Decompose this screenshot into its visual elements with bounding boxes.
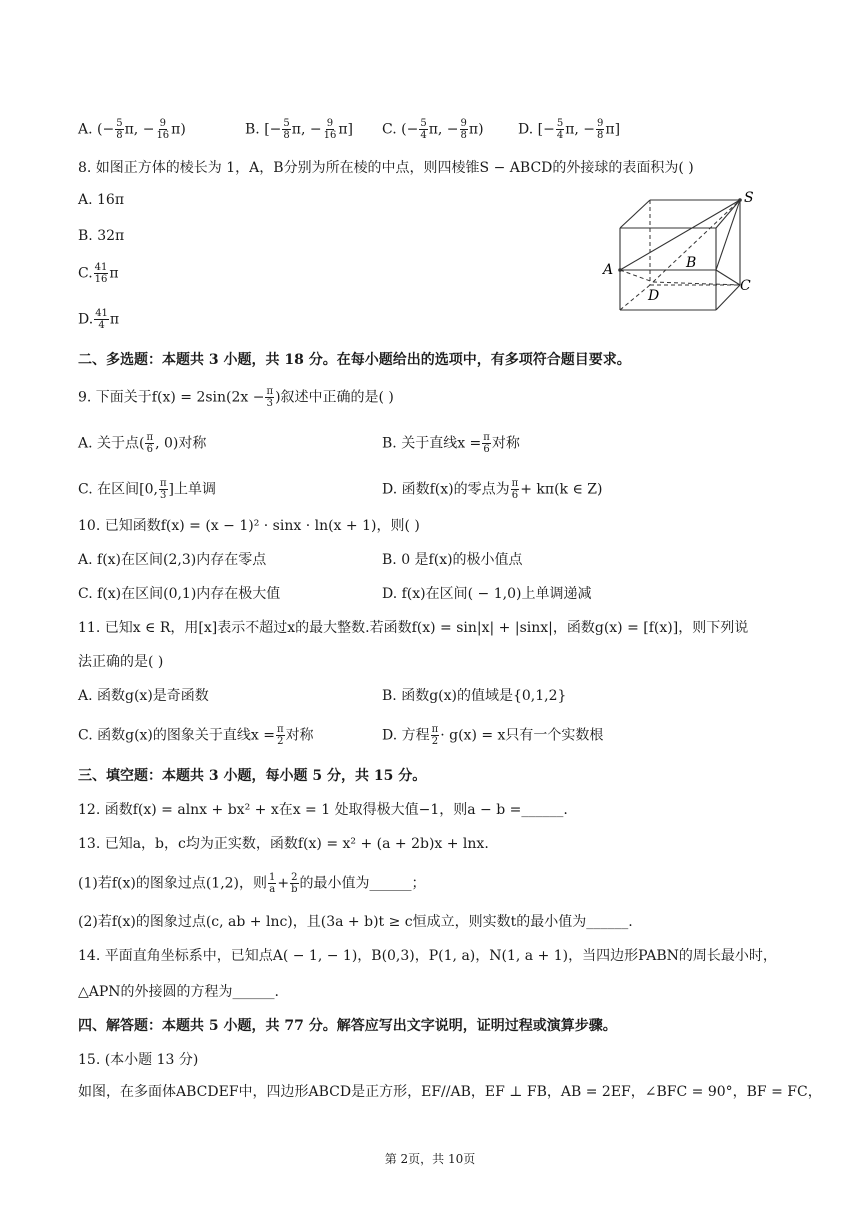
q9-option-d: D. 函数f(x)的零点为 $\frac{\pi}{6}$ + kπ(k ∈ Z) bbox=[382, 478, 603, 501]
q11-option-d: D. 方程 $\frac{\pi}{2}$ · g(x) = x只有一个实数根 bbox=[382, 724, 604, 747]
section-3-heading: 三、填空题：本题共 3 小题，每小题 5 分，共 15 分。 bbox=[78, 768, 427, 784]
q9-option-a: A. 关于点( $\frac{\pi}{6}$ , 0)对称 bbox=[78, 432, 207, 455]
label-a: A bbox=[603, 262, 614, 278]
q11-stem-line2: 法正确的是( ) bbox=[78, 654, 164, 670]
q13-stem: 13. 已知a，b，c均为正实数，函数f(x) = x² + (a + 2b)x + lnx. bbox=[78, 836, 489, 852]
q9-option-b: B. 关于直线x = $\frac{\pi}{6}$ 对称 bbox=[382, 432, 520, 455]
q8-option-b: B. 32π bbox=[78, 228, 125, 244]
q8-stem: 8. 如图正方体的棱长为 1，A，B分别为所在棱的中点，则四棱锥S − ABCD的外接球的表面积为( ) bbox=[78, 160, 694, 176]
section-4-heading: 四、解答题：本题共 5 小题，共 77 分。解答应写出文字说明，证明过程或演算步骤。 bbox=[78, 1018, 617, 1034]
label-b: B bbox=[686, 255, 697, 271]
q15-heading: 15. (本小题 13 分) bbox=[78, 1052, 199, 1068]
q7-option-d: D. [− $\frac{5}{4}$ π, − $\frac{9}{8}$ π] bbox=[518, 118, 621, 141]
q11-option-c: C. 函数g(x)的图象关于直线x = $\frac{\pi}{2}$ 对称 bbox=[78, 724, 314, 747]
q14-line1: 14. 平面直角坐标系中，已知点A( − 1, − 1)，B(0,3)，P(1, a)，N(1, a + 1)，当四边形PABN的周长最小时， bbox=[78, 948, 777, 964]
q8-option-c: C. $\frac{41}{16}$ π bbox=[78, 262, 119, 285]
q10-stem: 10. 已知函数f(x) = (x − 1)² · sinx · ln(x + 1)，则( ) bbox=[78, 518, 420, 534]
q13-part2: (2)若f(x)的图象过点(c, ab + lnc)，且(3a + b)t ≥ c恒成立，则实数t的最小值为______. bbox=[78, 914, 633, 930]
q10-option-c: C. f(x)在区间(0,1)内存在极大值 bbox=[78, 586, 281, 602]
cube-figure bbox=[598, 188, 758, 320]
label-c: C bbox=[740, 278, 751, 294]
q7-option-b: B. [− $\frac{5}{8}$ π, − $\frac{9}{16}$ π] bbox=[245, 118, 354, 141]
q13-part1: (1)若f(x)的图象过点(1,2)，则 $\frac{1}{a}$ + $\frac{2}{b}$ 的最小值为______； bbox=[78, 872, 426, 895]
label-d: D bbox=[648, 288, 660, 304]
label-s: S bbox=[744, 190, 754, 206]
q9-stem: 9. 下面关于f(x) = 2sin(2x − $\frac{\pi}{3}$ )叙述中正确的是( ) bbox=[78, 386, 394, 409]
q10-option-d: D. f(x)在区间( − 1,0)上单调递减 bbox=[382, 586, 592, 602]
q14-line2: △APN的外接圆的方程为______. bbox=[78, 984, 279, 1000]
q8-option-a: A. 16π bbox=[78, 192, 125, 208]
q10-option-a: A. f(x)在区间(2,3)内存在零点 bbox=[78, 552, 267, 568]
page-footer: 第 2页，共 10页 bbox=[384, 1152, 476, 1166]
q7-option-c: C. (− $\frac{5}{4}$ π, − $\frac{9}{8}$ π) bbox=[382, 118, 484, 141]
q7-option-a: A. (− $\frac{5}{8}$ π, − $\frac{9}{16}$ π) bbox=[78, 118, 186, 141]
q10-option-b: B. 0 是f(x)的极小值点 bbox=[382, 552, 523, 568]
q11-option-b: B. 函数g(x)的值域是{0,1,2} bbox=[382, 688, 567, 704]
q8-option-d: D. $\frac{41}{4}$ π bbox=[78, 308, 120, 331]
q12: 12. 函数f(x) = alnx + bx² + x在x = 1 处取得极大值−1，则a − b =______. bbox=[78, 802, 568, 818]
section-2-heading: 二、多选题：本题共 3 小题，共 18 分。在每小题给出的选项中，有多项符合题目要求。 bbox=[78, 352, 631, 368]
q15-body: 如图，在多面体ABCDEF中，四边形ABCD是正方形，EF//AB，EF ⊥ FB，AB = 2EF，∠BFC = 90°，BF = FC， bbox=[78, 1084, 822, 1100]
q11-stem-line1: 11. 已知x ∈ R，用[x]表示不超过x的最大整数.若函数f(x) = sin|x| + |sinx|，函数g(x) = [f(x)]，则下列说 bbox=[78, 620, 749, 636]
q11-option-a: A. 函数g(x)是奇函数 bbox=[78, 688, 209, 704]
q9-option-c: C. 在区间[0, $\frac{\pi}{3}$ ]上单调 bbox=[78, 478, 216, 501]
